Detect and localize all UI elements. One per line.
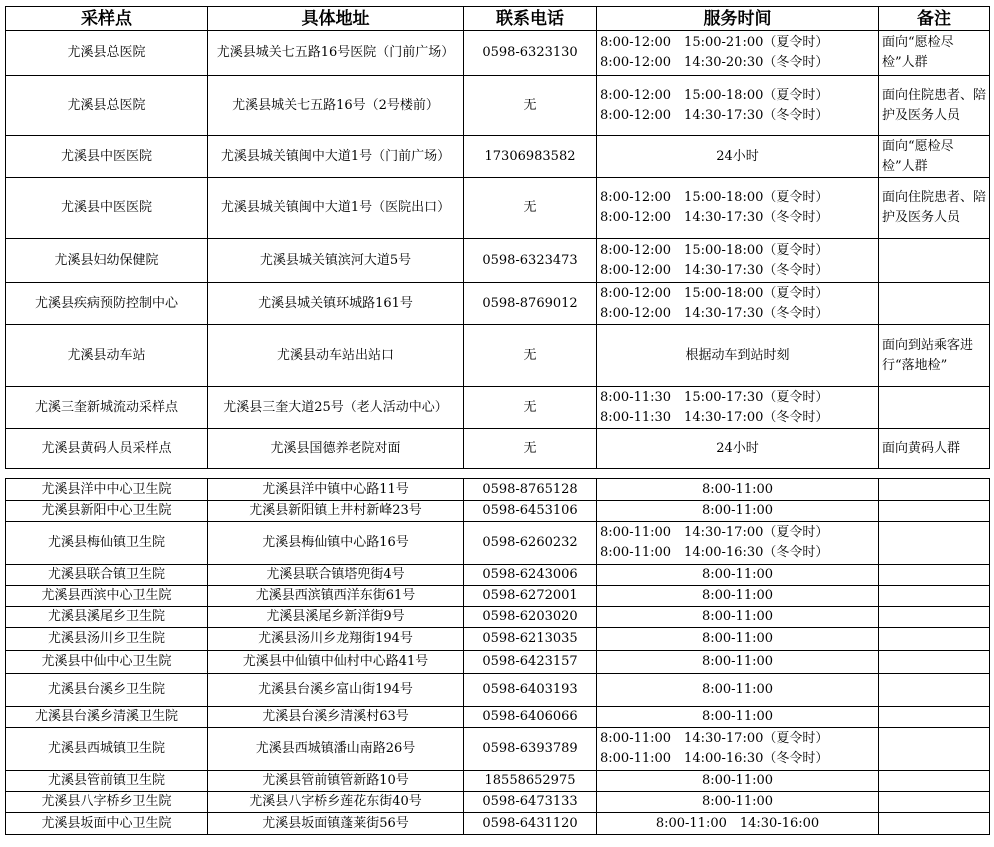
site-cell: 尤溪县中医医院 <box>6 178 208 239</box>
hours-cell <box>597 522 879 565</box>
sampling-sites-table <box>5 6 990 835</box>
table2-body <box>6 479 990 835</box>
hours-cell <box>597 628 879 651</box>
hours-line: 8:00-11:00 <box>701 794 774 809</box>
site-cell: 尤溪县管前镇卫生院 <box>6 771 208 792</box>
phone-cell: 0598-6203020 <box>464 607 597 628</box>
hours-cell <box>597 239 879 283</box>
note-cell <box>879 792 990 813</box>
site-cell: 尤溪县总医院 <box>6 31 208 76</box>
note-cell: 面向“愿检尽检”人群 <box>879 31 990 76</box>
phone-cell: 无 <box>464 429 597 469</box>
hours-line: 8:00-11:00 14:30-17:00（夏令时） <box>600 731 829 746</box>
phone-cell: 0598-6431120 <box>464 813 597 835</box>
phone-cell: 0598-8769012 <box>464 283 597 325</box>
table-row <box>6 239 990 283</box>
address-cell: 尤溪县动车站出站口 <box>208 325 464 387</box>
table-row <box>6 674 990 707</box>
hours-line: 8:00-11:00 <box>701 631 774 646</box>
note-cell <box>879 674 990 707</box>
phone-cell: 0598-6403193 <box>464 674 597 707</box>
phone-cell: 无 <box>464 76 597 136</box>
phone-cell: 0598-6260232 <box>464 522 597 565</box>
address-cell: 尤溪县管前镇管新路10号 <box>208 771 464 792</box>
hours-line: 8:00-12:00 14:30-20:30（冬令时） <box>600 55 829 70</box>
address-cell: 尤溪县坂面镇蓬莱街56号 <box>208 813 464 835</box>
hours-line: 8:00-12:00 15:00-18:00（夏令时） <box>600 87 829 103</box>
address-cell: 尤溪县城关七五路16号医院（门前广场） <box>208 31 464 76</box>
hours-line: 8:00-11:00 <box>701 773 774 788</box>
hours-line: 8:00-11:00 14:30-17:00（夏令时） <box>600 525 829 540</box>
address-cell: 尤溪县城关镇滨河大道5号 <box>208 239 464 283</box>
note-cell <box>879 522 990 565</box>
address-cell: 尤溪县三奎大道25号（老人活动中心） <box>208 387 464 429</box>
table-row <box>6 178 990 239</box>
table-row <box>6 136 990 178</box>
hours-line: 8:00-11:00 <box>701 709 774 724</box>
table-row <box>6 651 990 674</box>
note-cell <box>879 479 990 501</box>
site-cell: 尤溪县中医医院 <box>6 136 208 178</box>
note-cell <box>879 586 990 607</box>
note-cell <box>879 813 990 835</box>
site-cell: 尤溪县八字桥乡卫生院 <box>6 792 208 813</box>
site-cell: 尤溪县梅仙镇卫生院 <box>6 522 208 565</box>
phone-cell: 0598-6453106 <box>464 501 597 522</box>
phone-cell: 0598-6213035 <box>464 628 597 651</box>
hours-cell <box>597 178 879 239</box>
address-cell: 尤溪县溪尾乡新洋街9号 <box>208 607 464 628</box>
hours-cell <box>597 728 879 771</box>
phone-cell: 无 <box>464 178 597 239</box>
header-note: 备注 <box>879 7 990 31</box>
address-cell: 尤溪县中仙镇中仙村中心路41号 <box>208 651 464 674</box>
phone-cell: 0598-8765128 <box>464 479 597 501</box>
site-cell: 尤溪县坂面中心卫生院 <box>6 813 208 835</box>
note-cell: 面向“愿检尽检”人群 <box>879 136 990 178</box>
phone-cell: 0598-6272001 <box>464 586 597 607</box>
address-cell: 尤溪县新阳镇上井村新峰23号 <box>208 501 464 522</box>
hours-cell <box>597 674 879 707</box>
hours-line: 8:00-11:00 14:00-16:30（冬令时） <box>600 545 829 560</box>
table-row <box>6 479 990 501</box>
note-cell: 面向住院患者、陪护及医务人员 <box>879 76 990 136</box>
table-row <box>6 792 990 813</box>
table-row <box>6 325 990 387</box>
table-row <box>6 283 990 325</box>
site-cell: 尤溪县总医院 <box>6 76 208 136</box>
hours-cell <box>597 651 879 674</box>
phone-cell: 0598-6243006 <box>464 565 597 586</box>
table-row <box>6 771 990 792</box>
phone-cell: 0598-6323130 <box>464 31 597 76</box>
table-row <box>6 607 990 628</box>
note-cell <box>879 771 990 792</box>
table-row <box>6 586 990 607</box>
phone-cell: 无 <box>464 325 597 387</box>
note-cell: 面向住院患者、陪护及医务人员 <box>879 178 990 239</box>
hours-cell <box>597 76 879 136</box>
hours-cell <box>597 387 879 429</box>
address-cell: 尤溪县城关镇环城路161号 <box>208 283 464 325</box>
hours-line: 8:00-11:30 14:30-17:00（冬令时） <box>600 409 829 425</box>
address-cell: 尤溪县城关镇闽中大道1号（医院出口） <box>208 178 464 239</box>
note-cell <box>879 707 990 728</box>
hours-line: 8:00-12:00 15:00-18:00（夏令时） <box>600 242 829 258</box>
site-cell: 尤溪县动车站 <box>6 325 208 387</box>
note-cell: 面向黄码人群 <box>879 429 990 469</box>
address-cell: 尤溪县城关镇闽中大道1号（门前广场） <box>208 136 464 178</box>
hours-line: 根据动车到站时刻 <box>685 347 790 363</box>
table-row <box>6 387 990 429</box>
hours-line: 24小时 <box>716 440 759 456</box>
phone-cell: 0598-6423157 <box>464 651 597 674</box>
phone-cell: 0598-6473133 <box>464 792 597 813</box>
table-row <box>6 728 990 771</box>
address-cell: 尤溪县西滨镇西洋东街61号 <box>208 586 464 607</box>
address-cell: 尤溪县城关七五路16号（2号楼前） <box>208 76 464 136</box>
note-cell <box>879 651 990 674</box>
table-row <box>6 707 990 728</box>
note-cell <box>879 628 990 651</box>
hours-line: 24小时 <box>716 148 759 164</box>
site-cell: 尤溪县西滨中心卫生院 <box>6 586 208 607</box>
table-row <box>6 31 990 76</box>
hours-line: 8:00-12:00 14:30-17:30（冬令时） <box>600 210 829 225</box>
site-cell: 尤溪三奎新城流动采样点 <box>6 387 208 429</box>
note-cell <box>879 387 990 429</box>
hours-cell <box>597 607 879 628</box>
note-cell <box>879 239 990 283</box>
note-cell <box>879 283 990 325</box>
phone-cell: 0598-6406066 <box>464 707 597 728</box>
hours-cell <box>597 813 879 835</box>
site-cell: 尤溪县新阳中心卫生院 <box>6 501 208 522</box>
hours-line: 8:00-12:00 14:30-17:30（冬令时） <box>600 107 829 123</box>
hours-cell <box>597 792 879 813</box>
hours-cell <box>597 325 879 387</box>
hours-cell <box>597 586 879 607</box>
header-row <box>6 7 990 31</box>
site-cell: 尤溪县溪尾乡卫生院 <box>6 607 208 628</box>
note-cell <box>879 501 990 522</box>
hours-line: 8:00-11:00 <box>701 567 774 582</box>
site-cell: 尤溪县西城镇卫生院 <box>6 728 208 771</box>
hours-line: 8:00-12:00 15:00-18:00（夏令时） <box>600 190 829 205</box>
phone-cell: 0598-6393789 <box>464 728 597 771</box>
hours-line: 8:00-11:00 <box>701 609 774 624</box>
sampling-sites-document <box>5 6 989 835</box>
table-row <box>6 522 990 565</box>
note-cell <box>879 728 990 771</box>
address-cell: 尤溪县洋中镇中心路11号 <box>208 479 464 501</box>
table-row <box>6 76 990 136</box>
hours-line: 8:00-11:00 <box>701 654 774 669</box>
hours-line: 8:00-11:00 <box>701 682 774 697</box>
table-row <box>6 501 990 522</box>
note-cell <box>879 607 990 628</box>
hours-cell <box>597 565 879 586</box>
table-row <box>6 429 990 469</box>
hours-line: 8:00-11:00 <box>701 481 774 497</box>
hours-cell <box>597 283 879 325</box>
table-row <box>6 813 990 835</box>
header-address: 具体地址 <box>208 7 464 31</box>
site-cell: 尤溪县黄码人员采样点 <box>6 429 208 469</box>
address-cell: 尤溪县八字桥乡莲花东街40号 <box>208 792 464 813</box>
site-cell: 尤溪县洋中中心卫生院 <box>6 479 208 501</box>
address-cell: 尤溪县西城镇潘山南路26号 <box>208 728 464 771</box>
header-hours: 服务时间 <box>597 7 879 31</box>
hours-cell <box>597 479 879 501</box>
hours-line: 8:00-11:00 14:30-16:00 <box>655 815 820 831</box>
site-cell: 尤溪县妇幼保健院 <box>6 239 208 283</box>
site-cell: 尤溪县台溪乡清溪卫生院 <box>6 707 208 728</box>
hours-cell <box>597 31 879 76</box>
address-cell: 尤溪县梅仙镇中心路16号 <box>208 522 464 565</box>
hours-cell <box>597 771 879 792</box>
address-cell: 尤溪县国德养老院对面 <box>208 429 464 469</box>
site-cell: 尤溪县联合镇卫生院 <box>6 565 208 586</box>
hours-line: 8:00-12:00 15:00-21:00（夏令时） <box>600 35 829 50</box>
table-row <box>6 628 990 651</box>
header-site: 采样点 <box>6 7 208 31</box>
hours-line: 8:00-11:00 <box>701 503 774 518</box>
table-row <box>6 565 990 586</box>
address-cell: 尤溪县汤川乡龙翔街194号 <box>208 628 464 651</box>
hours-line: 8:00-12:00 14:30-17:30（冬令时） <box>600 305 829 321</box>
address-cell: 尤溪县台溪乡清溪村63号 <box>208 707 464 728</box>
hours-cell <box>597 501 879 522</box>
note-cell: 面向到站乘客进行“落地检” <box>879 325 990 387</box>
address-cell: 尤溪县台溪乡富山街194号 <box>208 674 464 707</box>
phone-cell: 0598-6323473 <box>464 239 597 283</box>
hours-cell <box>597 429 879 469</box>
table1-body <box>6 31 990 469</box>
hours-line: 8:00-12:00 15:00-18:00（夏令时） <box>600 285 829 301</box>
phone-cell: 无 <box>464 387 597 429</box>
hours-line: 8:00-11:00 <box>701 588 774 603</box>
site-cell: 尤溪县台溪乡卫生院 <box>6 674 208 707</box>
site-cell: 尤溪县疾病预防控制中心 <box>6 283 208 325</box>
hours-cell <box>597 707 879 728</box>
phone-cell: 18558652975 <box>464 771 597 792</box>
table-gap <box>6 469 990 479</box>
hours-line: 8:00-11:00 14:00-16:30（冬令时） <box>600 751 829 766</box>
hours-line: 8:00-11:30 15:00-17:30（夏令时） <box>600 389 829 405</box>
hours-line: 8:00-12:00 14:30-17:30（冬令时） <box>600 262 829 278</box>
address-cell: 尤溪县联合镇塔兜街4号 <box>208 565 464 586</box>
note-cell <box>879 565 990 586</box>
site-cell: 尤溪县中仙中心卫生院 <box>6 651 208 674</box>
hours-cell <box>597 136 879 178</box>
header-phone: 联系电话 <box>464 7 597 31</box>
site-cell: 尤溪县汤川乡卫生院 <box>6 628 208 651</box>
phone-cell: 17306983582 <box>464 136 597 178</box>
